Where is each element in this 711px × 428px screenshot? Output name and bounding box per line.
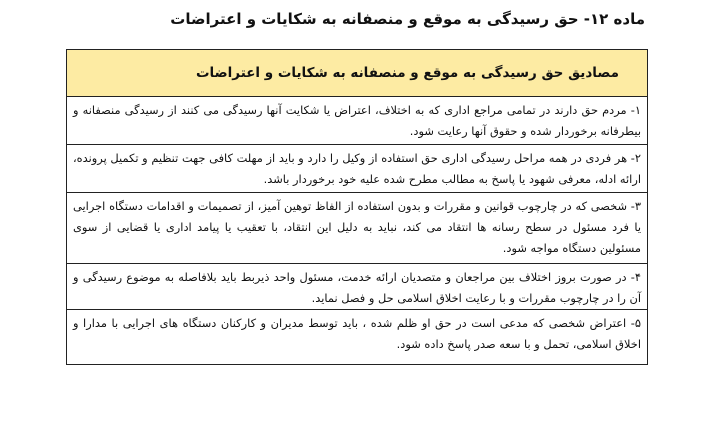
table-row: ۱- مردم حق دارند در تمامی مراجع اداری که به اختلاف، اعتراض یا شکایت آنها رسیدگی می کنند از رسیدگی منصفانه و بیطرفانه برخوردار شده و حقوق آنها رعایت شود. <box>67 97 647 145</box>
table-header <box>67 50 647 97</box>
rights-table <box>66 49 648 365</box>
table-row: ۲- هر فردی در همه مراحل رسیدگی اداری حق استفاده از وکیل را دارد و باید از مهلت کافی جهت تنظیم و تکمیل پرونده، ارائه ادله، معرفی شهود یا پاسخ به مطالب مطرح شده علیه خود برخوردار باشد. <box>67 145 647 193</box>
table-row: ۳- شخصی که در چارچوب قوانین و مقررات و بدون استفاده از الفاظ توهین آمیز، از تصمیمات و اقدامات دستگاه اجرایی یا فرد مسئول در سطح رسانه ها انتقاد می کند، نباید به دلیل این انتقاد، با تعقیب یا پیامد اداری یا قضایی از سوی مسئولین دستگاه مواجه شود. <box>67 193 647 264</box>
article-title: ماده ۱۲- حق رسیدگی به موقع و منصفانه به شکایات و اعتراضات <box>170 10 645 28</box>
table-header-text: مصادیق حق رسیدگی به موقع و منصفانه به شکایات و اعتراضات <box>195 65 619 81</box>
table-row: ۵- اعتراض شخصی که مدعی است در حق او ظلم شده ، باید توسط مدیران و کارکنان دستگاه های اجرایی با مدارا و اخلاق اسلامی، تحمل و با سعه صدر پاسخ داده شود. <box>73 316 641 351</box>
table-row: ۴- در صورت بروز اختلاف بین مراجعان و متصدیان ارائه خدمت، مسئول واحد ذیربط باید بلافاصله به موضوع رسیدگی و آن را در چارچوب مقررات و با رعایت اخلاق اسلامی حل و فصل نماید. <box>67 264 647 310</box>
